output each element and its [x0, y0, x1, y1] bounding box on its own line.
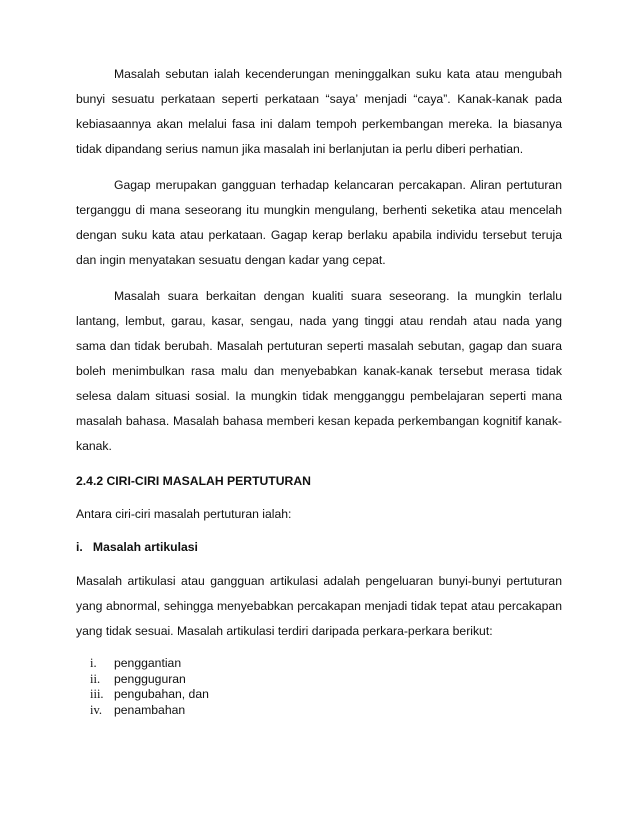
list-item: [90, 656, 562, 672]
list-item-text: pengubahan, dan: [114, 687, 209, 701]
list-item-number: ii.: [90, 671, 101, 686]
paragraph-masalah-sebutan: Masalah sebutan ialah kecenderungan meninggalkan suku kata atau mengubah bunyi sesuatu perkataan seperti perkataan “saya’ menjadi “caya”. Kanak-kanak pada kebiasaannya akan melalui fasa ini dalam tempoh perkembangan mereka. Ia biasanya tidak dipandang serius namun jika masalah ini berlanjutan ia perlu diberi perhatian.: [76, 67, 562, 156]
section-heading: 2.4.2 CIRI-CIRI MASALAH PERTUTURAN: [76, 474, 311, 488]
list-item-number: iv.: [90, 702, 103, 717]
list-item-text: penambahan: [114, 702, 186, 717]
articulation-list: [76, 656, 562, 718]
paragraph-masalah-artikulasi: Masalah artikulasi atau gangguan artikulasi adalah pengeluaran bunyi-bunyi pertuturan yang abnormal, sehingga menyebabkan percakapan menjadi tidak tepat atau percakapan yang tidak sesuai. Masalah artikulasi terdiri daripada perkara-perkara berikut:: [76, 574, 562, 638]
list-item-number: i.: [90, 656, 97, 670]
paragraph-gagap: Gagap merupakan gangguan terhadap kelancaran percakapan. Aliran pertuturan terganggu di mana seseorang itu mungkin mengulang, berhenti seketika atau mencelah dengan suku kata atau perkataan. Gagap kerap berlaku apabila individu tersebut teruja dan ingin menyatakan sesuatu dengan kadar yang cepat.: [76, 178, 562, 267]
section-intro: Antara ciri-ciri masalah pertuturan ialah:: [76, 507, 292, 521]
document-page: [76, 62, 562, 718]
list-item-number: iii.: [90, 687, 104, 701]
list-item-text: penggantian: [114, 656, 182, 670]
paragraph-masalah-suara: Masalah suara berkaitan dengan kualiti suara seseorang. Ia mungkin terlalu lantang, lembut, garau, kasar, sengau, nada yang tinggi atau rendah atau nada yang sama dan tidak berubah. Masalah pertuturan seperti masalah sebutan, gagap dan suara boleh menimbulkan rasa malu dan menyebabkan kanak-kanak tersebut merasa tidak selesa dalam situasi sosial. Ia mungkin tidak mengganggu pembelajaran seperti mana masalah bahasa. Masalah bahasa memberi kesan kepada perkembangan kognitif kanak-kanak.: [76, 289, 562, 453]
list-item-text: pengguguran: [114, 671, 186, 686]
subsection-heading: i. Masalah artikulasi: [76, 540, 198, 554]
list-item: [90, 703, 562, 719]
list-item: [90, 672, 562, 688]
list-item: [90, 687, 562, 703]
